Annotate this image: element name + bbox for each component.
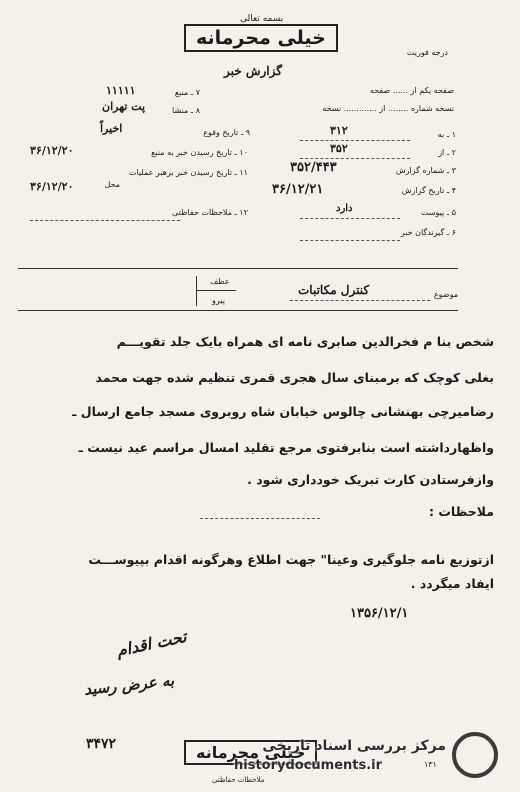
- page-info: صفحه یکم از ...... صفحه: [369, 86, 454, 95]
- field-event-date-value: اخیراً: [100, 122, 123, 135]
- handwritten-signature: به عرض رسید: [83, 671, 175, 699]
- remarks-line: ازتوزیع نامه جلوگیری وعینا" جهت اطلاع وهرگونه اقدام بپیوســـت: [88, 552, 494, 567]
- urgency-grade: درجه فوریت: [406, 48, 448, 57]
- classification-text: خیلی محرمانه: [196, 27, 326, 49]
- field-report-number-label: ۳ ـ شماره گزارش: [395, 166, 456, 175]
- remarks-title: ملاحظات :: [428, 504, 494, 519]
- field-source-receipt-value: ۳۶/۱۲/۲۰: [30, 144, 74, 157]
- reference-label: عطف: [210, 277, 230, 286]
- field-from-label: ۲ ـ از: [438, 148, 456, 157]
- dash-line: [200, 518, 320, 519]
- footer-classification-text: خیلی محرمانه: [196, 743, 306, 762]
- copy-info: نسخه شماره ........ از ............. نسخه: [322, 104, 454, 113]
- body-line: واظهارداشته است بنابرفتوی مرجع تقلید امسال مراسم عید نیست ـ: [78, 440, 494, 455]
- field-place-value: ۳۶/۱۲/۲۰: [30, 180, 74, 193]
- ref-divider-vertical: [196, 276, 197, 306]
- separator: [18, 268, 458, 269]
- field-source-value: ۱۱۱۱۱: [106, 84, 136, 97]
- subject-label: موضوع: [433, 290, 458, 299]
- footer-side-number: ۱۳۱: [424, 760, 437, 769]
- dash-line: [30, 220, 180, 221]
- dash-line: [300, 240, 400, 241]
- field-ops-receipt-label: ۱۱ ـ تاریخ رسیدن خبر برهبر عملیات: [128, 168, 248, 177]
- handwritten-note: تحت اقدام: [114, 626, 189, 661]
- body-line: وازفرستادن کارت تبریک خودداری شود .: [247, 472, 494, 487]
- watermark-title: مرکز بررسی اسناد تاریخی: [262, 738, 446, 754]
- classification-stamp: [184, 24, 338, 52]
- field-report-date-label: ۴ ـ تاریخ گزارش: [401, 186, 456, 195]
- field-origin-value: پت تهران: [102, 100, 146, 113]
- field-attachment-label: ۵ ـ پیوست: [420, 208, 456, 217]
- field-event-date-label: ۹ ـ تاریخ وقوع: [203, 128, 250, 137]
- field-report-date-value: ۳۶/۱۲/۲۱: [272, 182, 324, 197]
- remarks-line: ایفاد میگردد .: [410, 576, 494, 591]
- handwritten-number: ۳۴۷۲: [86, 736, 117, 752]
- field-source-receipt-label: ۱۰ ـ تاریخ رسیدن خبر به منبع: [151, 148, 248, 157]
- separator: [18, 310, 458, 311]
- watermark-url: historydocuments.ir: [234, 758, 383, 773]
- ref-divider: [196, 290, 236, 291]
- field-to-value: ۳۱۲: [330, 124, 348, 137]
- dash-line: [300, 140, 410, 141]
- field-source-label: ۷ ـ منبع: [174, 88, 200, 97]
- stamp-subtitle: بسمه تعالی: [240, 14, 284, 24]
- date-stamp: ۱۳۵۶/۱۲/۱: [350, 606, 409, 621]
- subject-value: کنترل مکاتبات: [298, 283, 370, 297]
- field-origin-label: ۸ ـ منشا: [172, 106, 200, 115]
- field-from-value: ۳۵۲: [330, 142, 348, 155]
- footer-sub: ملاحظات حفاظتی: [212, 776, 265, 784]
- body-line: شخص بنا م فخرالدین صابری نامه ای همراه بایک جلد تقویـــم: [116, 334, 494, 349]
- dash-line: [290, 300, 430, 301]
- watermark-logo-icon: [452, 732, 498, 778]
- field-place-label: محل: [104, 180, 120, 189]
- body-line: رضامیرچی بهنشانی چالوس خیابان شاه روبروی مسجد جامع ارسال ـ: [72, 404, 494, 419]
- field-report-number-value: ۳۵۲/۴۴۳: [290, 160, 337, 175]
- followup-label: پیرو: [212, 296, 225, 305]
- dash-line: [300, 218, 400, 219]
- body-line: بغلی کوچک که برمبنای سال هجری قمری تنظیم شده جهت محمد: [95, 370, 494, 385]
- field-attachment-value: دارد: [336, 203, 353, 214]
- field-recipients-label: ۶ ـ گیرندگان خبر: [400, 228, 456, 237]
- field-security-label: ۱۲ ـ ملاحظات حفاظتی: [172, 208, 248, 217]
- form-title: گزارش خبر: [224, 64, 282, 78]
- field-to-label: ۱ ـ به: [437, 130, 456, 139]
- dash-line: [300, 158, 410, 159]
